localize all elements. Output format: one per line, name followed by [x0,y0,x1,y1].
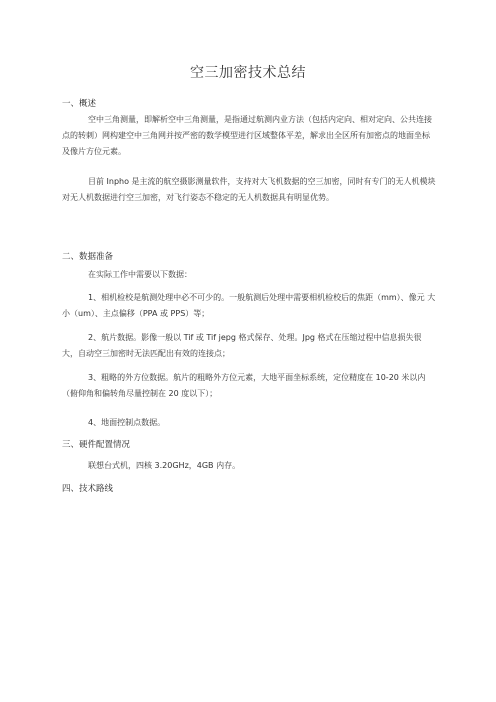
paragraph-exterior-orientation: 3、粗略的外方位数据。航片的粗略外方位元素，大地平面坐标系统，定位精度在 10-20 米以内（俯仰角和偏转角尽量控制在 20 度以下）； [62,373,426,398]
paragraph-overview-inpho: 目前 Inpho 是主流的航空摄影测量软件，支持对大飞机数据的空三加密，同时有专门的无人机模块对无人机数据进行空三加密，对飞行姿态不稳定的无人机数据具有明显优势。 [62,177,436,202]
section-heading-technical-route: 四、技术路线 [62,484,114,494]
paragraph-data-intro: 在实际工作中需要以下数据： [88,270,192,279]
section-heading-overview: 一、概述 [62,99,97,109]
document-title: 空三加密技术总结 [190,65,306,81]
paragraph-camera-calibration: 1、相机检校是航测处理中必不可少的。一般航测后处理中需要相机检校后的焦距（mm）、像元 大小（um）、主点偏移（PPA 或 PPS）等； [62,293,436,318]
paragraph-hardware-spec: 联想台式机，四核 3.20GHz，4GB 内存。 [88,461,241,470]
paragraph-overview-definition: 空中三角测量，即解析空中三角测量，是指通过航测内业方法（包括内定向、相对定向、公共连接点的转刺）网构建空中三角网并按严密的数学模型进行区域整体平差，解求出全区所有加密点的地面坐标及像片方位元素。 [62,115,432,156]
section-heading-hardware: 三、硬件配置情况 [62,440,131,450]
paragraph-ground-control: 4、地面控制点数据。 [88,418,166,427]
section-heading-data-preparation: 二、数据准备 [62,252,114,262]
paragraph-aerial-images: 2、航片数据。影像一般以 Tif 或 Tif jepg 格式保存、处理。Jpg 格式在压缩过程中信息损失很大，自动空三加密时无法匹配出有效的连接点； [62,333,422,358]
